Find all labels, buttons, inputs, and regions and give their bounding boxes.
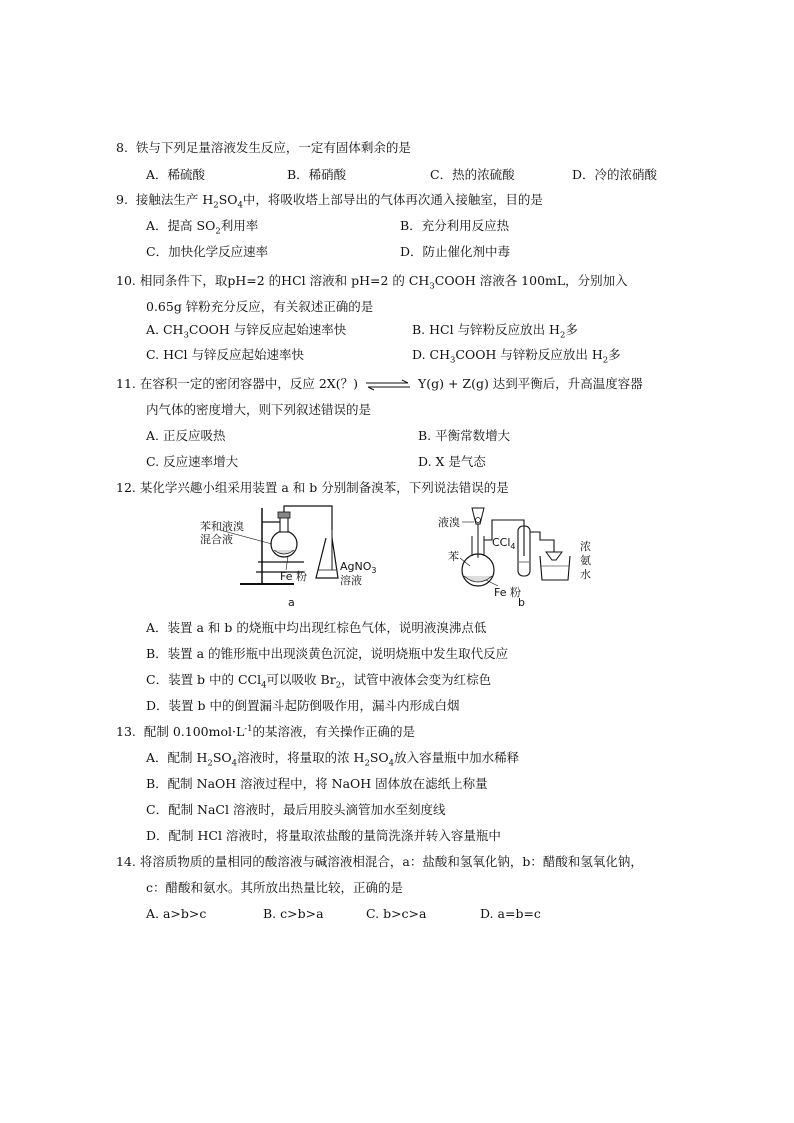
fig-a-caption: a [288,596,295,609]
fig-b-label-fe: Fe 粉 [494,586,521,599]
q10-d-text-2: COOH 与锌粉反应放出 H [455,347,603,362]
q10-text-1: 相同条件下，取pH=2 的HCl 溶液和 pH=2 的 CH [139,273,430,288]
q12-c-text-3: ，试管中液体会变为红棕色 [341,672,492,687]
q10-a-text-2: COOH 与锌反应起始速率快 [188,322,347,337]
q13-a-text: A．配制 H [146,750,208,765]
fig-b-label-benzene: 苯 [448,550,459,563]
q12-option-b: B．装置 a 的锥形瓶中出现淡黄色沉淀，说明烧瓶中发生取代反应 [146,646,509,661]
q9-a-text-2: 利用率 [220,218,259,233]
fig-a-agno-sub: 3 [371,566,377,575]
q9-option-c: C．加快化学反应速率 [146,244,269,259]
q13-text-1: 配制 0.100mol·L [143,724,245,739]
q8-option-d: D．冷的浓硝酸 [572,167,658,182]
q9-sub: 4 [237,200,243,211]
q11-option-b: B. 平衡常数增大 [418,428,511,443]
fig-b-label-conc: 浓 [580,540,591,553]
q12-c-text-2: 可以吸收 Br [266,672,336,687]
q8-number: 8. [116,140,128,155]
fig-a-label-agno3 [340,560,377,575]
apparatus-b-figure [432,500,602,612]
fig-a-label-mix-2: 混合液 [200,533,233,546]
q10-b-text: B. HCl 与锌粉反应放出 H [412,322,560,337]
q10-a-text: A. CH [146,322,184,337]
q13-option-c: C．配制 NaCl 溶液时，最后用胶头滴管加水至刻度线 [146,802,446,817]
q8-option-b: B．稀硝酸 [287,167,347,182]
q10-stem-2: 0.65g 锌粉充分反应，有关叙述正确的是 [146,299,374,314]
q10-a-sub: 3 [183,330,189,341]
q9-sub: 2 [213,200,219,211]
q10-b-text-2: 多 [565,322,578,337]
conical-flask [316,538,338,578]
q9-text-2: SO [218,192,238,207]
fig-b-ccl-text: CCl [492,536,511,549]
q8-stem [116,140,411,156]
q13-a-text-2: SO [212,750,232,765]
q10-text-2: COOH 溶液各 100mL，分别加入 [434,273,628,288]
delivery-tube [284,506,332,530]
fig-b-label-ammonia: 氨 [580,554,591,567]
q13-option-b: B．配制 NaOH 溶液过程中，将 NaOH 固体放在滤纸上称量 [146,776,488,791]
fig-b-label-water: 水 [580,568,591,581]
q10-d-text: D. CH [412,347,450,362]
q10-option-b [412,322,578,341]
q12-c-text: C．装置 b 中的 CCl [146,672,262,687]
q12-c-sub: 4 [261,680,267,691]
q9-option-b: B．充分利用反应热 [400,218,510,233]
q12-option-c [146,672,492,691]
q11-option-c: C. 反应速率增大 [146,454,239,469]
q10-number: 10. [116,273,136,288]
fig-a-label-mix-1: 苯和液溴 [200,520,244,533]
q13-a-sub: 2 [207,758,213,769]
fig-a-label-solution: 溶液 [340,574,362,587]
q9-text-1: 接触法生产 H [135,192,214,207]
q8-option-a: A．稀硫酸 [146,167,206,182]
q14-option-a: A. a>b>c [146,906,207,921]
equilibrium-arrow-icon [364,379,412,391]
q10-stem-1 [116,273,628,292]
fig-b-label-ccl4 [492,536,516,551]
fig-b-label-br: 液溴 [438,516,460,529]
fig-b-caption: b [518,596,525,609]
q11-text-2: Y(g) + Z(g) 达到平衡后，升高温度容器 [417,376,643,391]
q9-text-3: 中，将吸收塔上部导出的气体再次通入接触室，目的是 [242,192,543,207]
q12-stem [116,480,509,496]
q14-option-d: D. a=b=c [480,906,541,921]
q10-d-text-3: 多 [608,347,621,362]
q13-option-a [146,750,520,769]
q9-option-a [146,218,259,237]
fig-a-agno-text: AgNO [340,560,372,573]
fig-b-ccl-sub: 4 [510,542,516,551]
apparatus-a-figure [196,500,396,612]
q14-option-c: C. b>c>a [366,906,427,921]
q13-sup: -1 [244,723,253,734]
q11-option-a: A. 正反应吸热 [146,428,226,443]
q13-text-2: 的某溶液，有关操作正确的是 [252,724,416,739]
q9-a-sub: 2 [215,226,221,237]
q12-option-a: A．装置 a 和 b 的烧瓶中均出现红棕色气体，说明液溴沸点低 [146,620,487,635]
q14-option-b: B. c>b>a [263,906,324,921]
q13-option-d: D．配制 HCl 溶液时，将量取浓盐酸的量筒洗涤并转入容量瓶中 [146,828,501,843]
q13-a-sub-4: 4 [388,758,395,769]
q10-d-sub-2: 2 [602,355,609,366]
q13-a-text-3: 溶液时，将量取的浓 H [237,750,365,765]
q8-text: 铁与下列足量溶液发生反应，一定有固体剩余的是 [135,140,411,155]
q8-option-c: C．热的浓硫酸 [430,167,515,182]
q14-text-1: 将溶质物质的量相同的酸溶液与碱溶液相混合，a：盐酸和氢氧化钠，b：醋酸和氢氧化钠， [139,854,643,869]
dropping-funnel [472,508,484,524]
q11-stem-2: 内气体的密度增大，则下列叙述错误的是 [146,402,372,417]
q14-stem-1 [116,854,643,870]
q10-b-sub: 2 [559,330,566,341]
inverted-funnel [546,552,562,560]
q9-number: 9. [116,192,128,207]
q14-number: 14. [116,854,136,869]
q13-a-text-5: 放入容量瓶中加水稀释 [394,750,520,765]
q14-stem-2: c：醋酸和氨水。其所放出热量比较，正确的是 [146,880,404,895]
q9-stem [116,192,543,211]
q13-a-sub-3: 2 [364,758,370,769]
q13-stem [116,724,415,740]
q10-sub: 3 [429,281,435,292]
q13-number: 13. [116,724,136,739]
q12-option-d: D．装置 b 中的倒置漏斗起防倒吸作用，漏斗内形成白烟 [146,698,460,713]
fig-a-label-fe: Fe 粉 [280,570,307,583]
q11-number: 11. [116,376,136,391]
q13-a-text-4: SO [369,750,389,765]
q11-option-d: D. X 是气态 [418,454,486,469]
q10-d-sub: 3 [450,355,456,366]
q11-stem-1 [116,376,643,392]
q12-c-sub-2: 2 [335,680,342,691]
q10-option-c: C. HCl 与锌反应起始速率快 [146,347,305,362]
q12-text: 某化学兴趣小组采用装置 a 和 b 分别制备溴苯，下列说法错误的是 [139,480,509,495]
q13-a-sub-2: 4 [231,758,238,769]
q11-text-1: 在容积一定的密闭容器中，反应 2X(？) [139,376,358,391]
q10-option-a [146,322,347,341]
q9-option-d: D．防止催化剂中毒 [400,244,511,259]
q12-number: 12. [116,480,136,495]
q10-option-d [412,347,621,366]
q9-a-text: A．提高 SO [146,218,216,233]
